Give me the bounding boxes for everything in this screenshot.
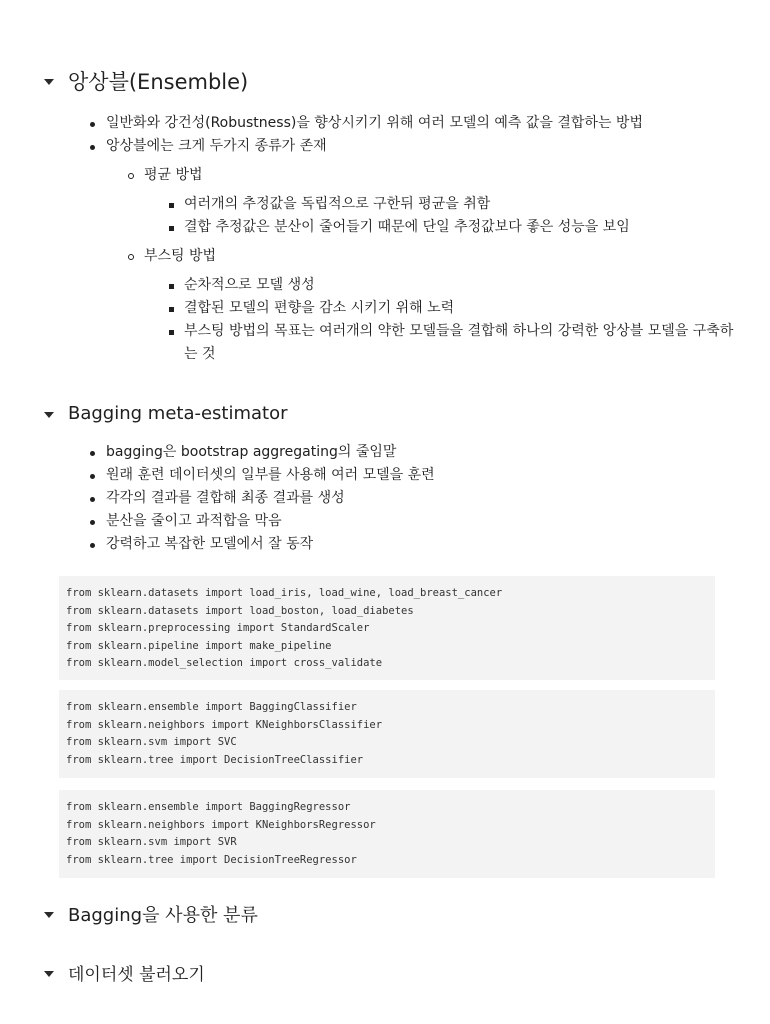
section-title-ensemble: 앙상블(Ensemble) [68,70,249,94]
caret-down-icon[interactable] [44,971,54,977]
list-item: 순차적으로 모델 생성 [168,274,746,297]
code-line: from sklearn.preprocessing import StandardScaler [66,622,370,634]
code-block-imports-datasets[interactable] [59,576,715,680]
boosting-method-items [168,274,746,366]
code-line: from sklearn.pipeline import make_pipeline [66,639,332,652]
code-line: from sklearn.tree import DecisionTreeRegressor [66,853,357,866]
list-item: 일반화와 강건성(Robustness)을 향상시키기 위해 여러 모델의 예측 값을 결합하는 방법 [90,112,643,135]
list-item: 각각의 결과를 결합해 최종 결과를 생성 [90,487,435,510]
section-classification-header[interactable] [44,901,258,927]
section-title-load-data: 데이터셋 불러오기 [68,965,205,985]
section-title-classification: Bagging을 사용한 분류 [68,905,258,926]
list-item: 원래 훈련 데이터셋의 일부를 사용해 여러 모델을 훈련 [90,464,435,487]
averaging-method-title: 평균 방법 [128,164,203,187]
list-item: bagging은 bootstrap aggregating의 줄임말 [90,441,435,464]
code-line: from sklearn.svm import SVC [66,736,237,748]
code-line: from sklearn.datasets import load_iris, load_wine, load_breast_cancer [66,587,503,599]
code-line: from sklearn.ensemble import BaggingClassifier [66,701,357,713]
averaging-method-items [168,193,630,239]
section-bagging-header[interactable] [44,403,288,424]
code-line: from sklearn.svm import SVR [66,836,237,848]
list-item: 분산을 줄이고 과적합을 막음 [90,510,435,533]
bagging-bullet-list [90,441,435,556]
list-item: 강력하고 복잡한 모델에서 잘 동작 [90,533,435,556]
boosting-method-list [128,245,216,268]
code-line: from sklearn.model_selection import cross_validate [66,657,383,669]
caret-down-icon[interactable] [44,412,54,418]
ensemble-bullet-list [90,112,643,158]
list-item: 앙상블에는 크게 두가지 종류가 존재 [90,135,643,158]
list-item: 결합 추정값은 분산이 줄어들기 때문에 단일 추정값보다 좋은 성능을 보임 [168,216,630,239]
caret-down-icon[interactable] [44,79,54,85]
code-block-imports-regressors[interactable] [59,790,715,878]
section-load-data-header[interactable] [44,960,205,985]
averaging-method-list [128,164,203,187]
code-line: from sklearn.datasets import load_boston, load_diabetes [66,604,414,617]
list-item: 결합된 모델의 편향을 감소 시키기 위해 노력 [168,297,746,320]
section-ensemble-header[interactable] [44,66,248,96]
caret-down-icon[interactable] [44,912,54,918]
code-block-imports-classifiers[interactable] [59,690,715,778]
section-title-bagging: Bagging meta-estimator [68,403,288,424]
code-line: from sklearn.tree import DecisionTreeClassifier [66,753,364,766]
code-line: from sklearn.neighbors import KNeighborsClassifier [66,718,383,731]
list-item: 여러개의 추정값을 독립적으로 구한뒤 평균을 취함 [168,193,630,216]
code-line: from sklearn.ensemble import BaggingRegressor [66,801,351,813]
boosting-method-title: 부스팅 방법 [128,245,216,268]
code-line: from sklearn.neighbors import KNeighborsRegressor [66,818,376,831]
list-item: 부스팅 방법의 목표는 여러개의 약한 모델들을 결합해 하나의 강력한 앙상블 모델을 구축하는 것 [168,320,746,366]
